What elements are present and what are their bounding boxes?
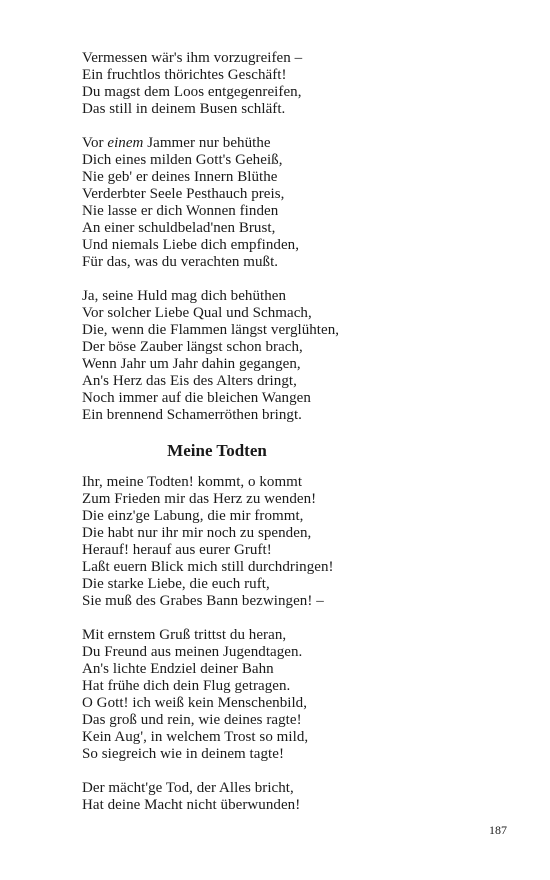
- poem-title: Meine Todten: [167, 441, 267, 460]
- stanza-5: [82, 627, 382, 763]
- verse-line: Zum Frieden mir das Herz zu wenden!: [82, 491, 317, 507]
- verse-line: Ihr, meine Todten! kommt, o kommt: [82, 474, 303, 490]
- stanza-1: [82, 50, 382, 118]
- verse-line: Die einz'ge Labung, die mir frommt,: [82, 508, 304, 524]
- verse-line: An einer schuldbelad'nen Brust,: [82, 220, 276, 236]
- verse-line: Hat deine Macht nicht überwunden!: [82, 797, 301, 813]
- verse-line: Noch immer auf die bleichen Wangen: [82, 390, 311, 406]
- stanza-2: [82, 135, 382, 271]
- stanza-6: [82, 780, 382, 814]
- verse-line: Sie muß des Grabes Bann bezwingen! –: [82, 593, 324, 609]
- verse-text: Vor: [82, 135, 108, 151]
- verse-line: Nie lasse er dich Wonnen finden: [82, 203, 279, 219]
- verse-line: Vermessen wär's ihm vorzugreifen –: [82, 50, 303, 66]
- verse-line: An's lichte Endziel deiner Bahn: [82, 661, 274, 677]
- verse-line: Für das, was du verachten mußt.: [82, 254, 279, 270]
- verse-line: Die habt nur ihr mir noch zu spenden,: [82, 525, 312, 541]
- verse-line: Du Freund aus meinen Jugendtagen.: [82, 644, 303, 660]
- verse-text: Jammer nur behüthe: [143, 135, 271, 151]
- verse-line: Die, wenn die Flammen längst verglühten,: [82, 322, 340, 338]
- verse-line: Herauf! herauf aus eurer Gruft!: [82, 542, 272, 558]
- verse-line: Das groß und rein, wie deines ragte!: [82, 712, 302, 728]
- verse-line: Ja, seine Huld mag dich behüthen: [82, 288, 287, 304]
- verse-line: Mit ernstem Gruß trittst du heran,: [82, 627, 287, 643]
- verse-line: Laßt euern Blick mich still durchdringen!: [82, 559, 334, 575]
- verse-line: Und niemals Liebe dich empfinden,: [82, 237, 300, 253]
- verse-line: Verderbter Seele Pesthauch preis,: [82, 186, 285, 202]
- page-body: [82, 50, 382, 831]
- verse-line: Dich eines milden Gott's Geheiß,: [82, 152, 283, 168]
- verse-line: [82, 135, 382, 152]
- verse-line: Der mächt'ge Tod, der Alles bricht,: [82, 780, 294, 796]
- verse-line: Ein fruchtlos thörichtes Geschäft!: [82, 67, 287, 83]
- verse-line: Du magst dem Loos entgegenreifen,: [82, 84, 302, 100]
- stanza-3: [82, 288, 382, 424]
- verse-line: Hat frühe dich dein Flug getragen.: [82, 678, 291, 694]
- verse-line: Vor solcher Liebe Qual und Schmach,: [82, 305, 312, 321]
- verse-line: Der böse Zauber längst schon brach,: [82, 339, 303, 355]
- verse-line: An's Herz das Eis des Alters dringt,: [82, 373, 297, 389]
- page-number: 187: [489, 823, 507, 837]
- verse-line: Nie geb' er deines Innern Blüthe: [82, 169, 278, 185]
- verse-line: O Gott! ich weiß kein Menschenbild,: [82, 695, 308, 711]
- verse-line: Ein brennend Schamerröthen bringt.: [82, 407, 302, 423]
- emphasized-word: einem: [107, 135, 144, 151]
- verse-line: Kein Aug', in welchem Trost so mild,: [82, 729, 309, 745]
- verse-line: Die starke Liebe, die euch ruft,: [82, 576, 270, 592]
- stanza-4: [82, 474, 382, 610]
- verse-line: Wenn Jahr um Jahr dahin gegangen,: [82, 356, 301, 372]
- verse-line: So siegreich wie in deinem tagte!: [82, 746, 285, 762]
- verse-line: Das still in deinem Busen schläft.: [82, 101, 286, 117]
